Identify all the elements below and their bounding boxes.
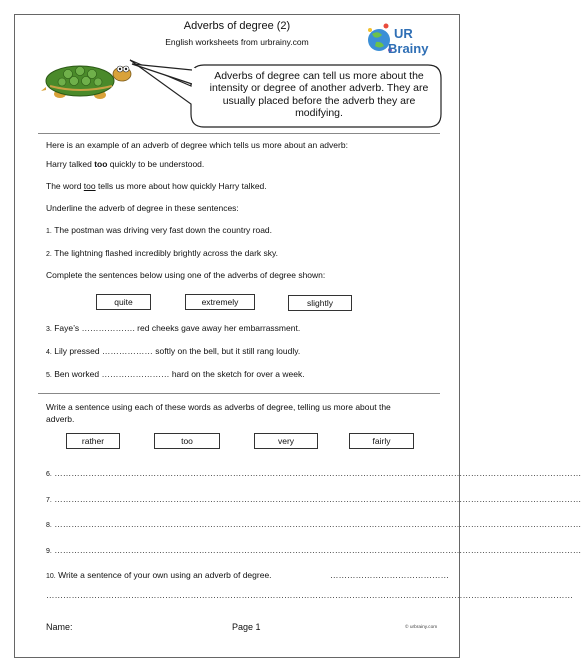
question-2: 2. The lightning flashed incredibly brightly across the dark sky. xyxy=(46,248,279,258)
divider xyxy=(38,393,440,394)
word-box-too: too xyxy=(154,433,220,449)
answer-line-10a[interactable]: …………………………………… xyxy=(330,570,449,580)
example-sentence: Harry talked too quickly to be understood. xyxy=(46,159,205,169)
name-label: Name: xyxy=(46,622,73,632)
section1-instruction: Underline the adverb of degree in these sentences: xyxy=(46,203,239,213)
answer-line-6[interactable]: 6. …………………………………………………………………………………………………………………………………………………………………… xyxy=(46,468,581,478)
globe-icon xyxy=(368,29,390,51)
question-5: 5. Ben worked …………………… hard on the sketch for over a week. xyxy=(46,369,305,379)
section3-instruction-cont: adverb. xyxy=(46,414,75,424)
answer-line-8[interactable]: 8. …………………………………………………………………………………………………………………………………………………………………… xyxy=(46,519,581,529)
word-box-quite: quite xyxy=(96,294,151,310)
word-box-fairly: fairly xyxy=(349,433,414,449)
word-box-rather: rather xyxy=(66,433,120,449)
answer-line-10b[interactable]: …………………………………………………………………………………………………………………………………………………………………… xyxy=(46,590,573,600)
turtle-icon xyxy=(40,54,135,104)
divider xyxy=(38,133,440,134)
question-3: 3. Faye’s ………………. red cheeks gave away her embarrassment. xyxy=(46,323,301,333)
word-box-slightly: slightly xyxy=(288,295,352,311)
page-title: Adverbs of degree (2) xyxy=(183,20,291,32)
question-1: 1. The postman was driving very fast down the country road. xyxy=(46,225,273,235)
question-4: 4. Lily pressed ……………… softly on the bell, but it still rang loudly. xyxy=(46,346,301,356)
answer-line-7[interactable]: 7. …………………………………………………………………………………………………………………………………………………………………… xyxy=(46,494,581,504)
word-box-very: very xyxy=(254,433,318,449)
svg-text:Brainy: Brainy xyxy=(388,41,429,56)
intro-bubble-text: Adverbs of degree can tell us more about the intensity or degree of another adverb. They are usually placed before the adverb they are modifying. xyxy=(209,70,429,119)
copyright: © urbrainy.com xyxy=(405,625,438,630)
page-subtitle: English worksheets from urbrainy.com xyxy=(165,37,309,47)
example-intro: Here is an example of an adverb of degree which tells us more about an adverb: xyxy=(46,140,348,150)
section2-instruction: Complete the sentences below using one of the adverbs of degree shown: xyxy=(46,270,326,280)
speech-bubble-tail xyxy=(130,60,194,90)
question-10: 10. Write a sentence of your own using an adverb of degree. xyxy=(46,570,272,580)
example-explanation: The word too tells us more about how quickly Harry talked. xyxy=(46,181,267,191)
answer-line-9[interactable]: 9. …………………………………………………………………………………………………………………………………………………………………… xyxy=(46,545,581,555)
svg-text:UR: UR xyxy=(394,26,413,41)
word-box-extremely: extremely xyxy=(185,294,255,310)
section3-instruction: Write a sentence using each of these words as adverbs of degree, telling us more about the xyxy=(46,402,391,412)
urbrainy-logo xyxy=(366,20,432,60)
page-number: Page 1 xyxy=(232,622,261,632)
